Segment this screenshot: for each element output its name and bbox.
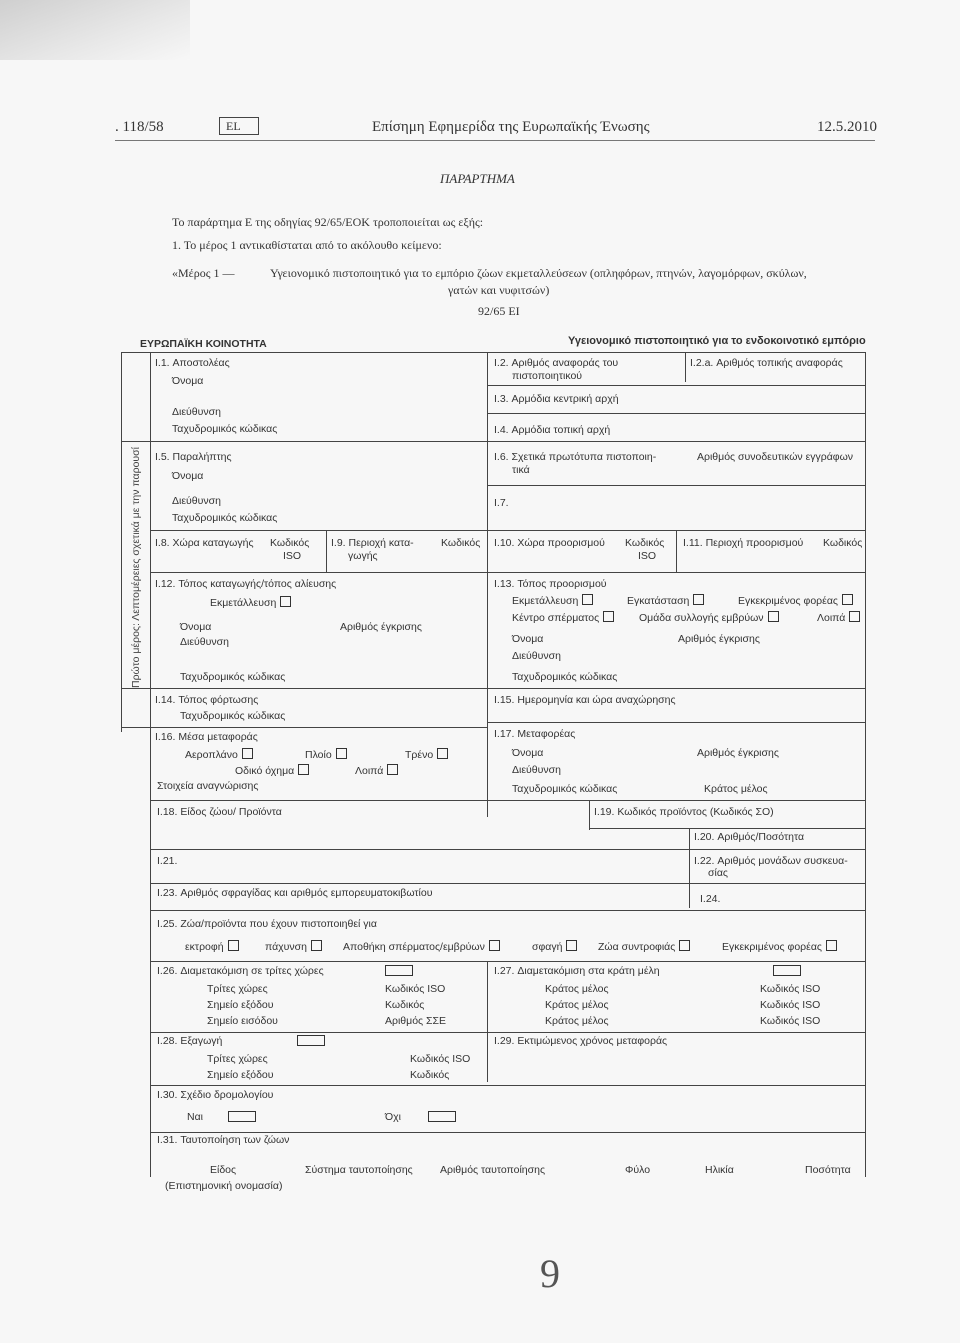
export-box[interactable] [297, 1035, 325, 1046]
field-I31-label: I.31. Ταυτοποίηση των ζώων [157, 1134, 290, 1146]
transit-exit-code: Κωδικός [385, 999, 425, 1011]
field-I1-label: I.1. Αποστολέας [155, 357, 230, 369]
field-I29-label: I.29. Εκτιμώμενος χρόνος μεταφοράς [494, 1035, 668, 1047]
row-divider [589, 828, 865, 829]
col-species: Είδος [210, 1164, 237, 1176]
holding-checkbox[interactable] [280, 596, 291, 607]
ship-checkbox[interactable] [336, 748, 347, 759]
pets-checkbox[interactable] [679, 940, 690, 951]
transport-train [405, 748, 448, 761]
field-I9-code: Κωδικός [441, 537, 481, 549]
field-I12-approval: Αριθμός έγκρισης [340, 621, 422, 633]
cell-divider [487, 961, 488, 1037]
annex-title: ΠΑΡΑΡΤΗΜΑ [440, 171, 515, 186]
field-I1-name: Όνομα [172, 375, 204, 387]
transport-plane [185, 748, 253, 761]
field-I22-label-2: σίας [708, 867, 728, 879]
member-code-3: Κωδικός ISO [760, 1015, 821, 1027]
purpose-approved-body [722, 940, 837, 953]
purpose-breeding [185, 940, 239, 953]
member-code-1: Κωδικός ISO [760, 983, 821, 995]
embryo-team-checkbox[interactable] [768, 611, 779, 622]
cell-divider [326, 530, 327, 572]
form-code: 92/65 ΕΙ [478, 304, 520, 318]
dest-other-checkbox[interactable] [849, 611, 860, 622]
field-I4-label: I.4. Αρμόδια τοπική αρχή [494, 424, 611, 436]
field-I5-address: Διεύθυνση [172, 495, 221, 507]
other-transport-label: Λοιπά [355, 765, 384, 777]
field-I12-name: Όνομα [180, 621, 212, 633]
member-state-1: Κράτος μέλος [545, 983, 609, 995]
field-I7-label: I.7. [494, 497, 509, 509]
field-I17-approval: Αριθμός έγκρισης [697, 747, 779, 759]
semen-storage-label: Αποθήκη σπέρματος/εμβρύων [343, 941, 485, 953]
row-divider [150, 530, 487, 531]
member-state-2: Κράτος μέλος [545, 999, 609, 1011]
plane-label: Αεροπλάνο [185, 749, 238, 761]
train-label: Τρένο [405, 749, 434, 761]
transport-road [235, 764, 309, 777]
train-checkbox[interactable] [437, 748, 448, 759]
field-I3-label: I.3. Αρμόδια κεντρική αρχή [494, 393, 619, 405]
export-code-iso: Κωδικός ISO [410, 1053, 471, 1065]
export-exit-code: Κωδικός [410, 1069, 450, 1081]
field-I5-name: Όνομα [172, 470, 204, 482]
field-I24-label: I.24. [700, 893, 721, 905]
side-column-border [150, 352, 151, 822]
road-label: Οδικό όχημα [235, 765, 295, 777]
ship-label: Πλοίο [305, 749, 332, 761]
approved-body-checkbox[interactable] [842, 594, 853, 605]
approved-body-label: Εγκεκριμένος φορέας [738, 595, 838, 607]
dest-other-label: Λοιπά [817, 612, 846, 624]
field-I13-label: I.13. Τόπος προορισμού [494, 578, 607, 590]
dest-establishment [627, 594, 704, 607]
slaughter-label: σφαγή [532, 941, 563, 953]
cell-divider [676, 530, 677, 572]
cell-divider [685, 352, 686, 382]
cell-divider [487, 1032, 488, 1082]
purpose-semen-storage [343, 940, 500, 953]
journal-date: 12.5.2010 [817, 119, 877, 135]
cell-divider [689, 828, 690, 908]
field-I17-state: Κράτος μέλος [704, 783, 768, 795]
field-I12-address: Διεύθυνση [180, 636, 229, 648]
route-yes-box[interactable] [228, 1111, 256, 1122]
journal-title: Επίσημη Εφημερίδα της Ευρωπαϊκής Ένωσης [372, 119, 650, 135]
field-I5-postcode: Ταχυδρομικός κώδικας [172, 512, 278, 524]
field-I28-label: I.28. Εξαγωγή [157, 1035, 223, 1047]
road-checkbox[interactable] [298, 764, 309, 775]
col-sex: Φύλο [625, 1164, 651, 1176]
field-I8-iso: ISO [283, 550, 302, 562]
field-I14-label: I.14. Τόπος φόρτωσης [155, 694, 259, 706]
pets-label: Ζώα συντροφιάς [598, 941, 676, 953]
fattening-label: πάχυνση [265, 941, 307, 953]
transit-bip: Αριθμός ΣΣΕ [385, 1015, 447, 1027]
row-divider [150, 800, 865, 801]
field-I13-address: Διεύθυνση [512, 650, 561, 662]
field-I16-ident: Στοιχεία αναγνώρισης [157, 780, 259, 792]
route-no-box[interactable] [428, 1111, 456, 1122]
form-left-border [121, 352, 122, 732]
form-top-border [121, 352, 866, 353]
field-I6-label-2: τικά [512, 464, 530, 476]
row-divider [150, 849, 865, 850]
intro-line-1: Το παράρτημα Ε της οδηγίας 92/65/ΕΟΚ τροποποιείται ως εξής: [172, 215, 484, 229]
purpose-fattening [265, 940, 322, 953]
field-I10-code: Κωδικός [625, 537, 665, 549]
route-yes-label: Ναι [187, 1111, 203, 1123]
row-divider [150, 1085, 865, 1086]
row-divider [150, 883, 865, 884]
dest-holding [512, 594, 593, 607]
semen-storage-checkbox[interactable] [489, 940, 500, 951]
field-I2-label-2: πιστοποιητικού [512, 370, 583, 382]
dest-holding-checkbox[interactable] [582, 594, 593, 605]
col-age: Ηλικία [705, 1164, 734, 1176]
field-I1-address: Διεύθυνση [172, 406, 221, 418]
field-I13-name: Όνομα [512, 633, 544, 645]
field-I6-docs: Αριθμός συνοδευτικών εγγράφων [697, 451, 854, 463]
field-I9-label: I.9. Περιοχή κατα- [331, 537, 414, 549]
field-I25-label: I.25. Ζώα/προϊόντα που έχουν πιστοποιηθεί για [157, 918, 377, 930]
transport-ship [305, 748, 347, 761]
row-divider [487, 413, 865, 414]
field-I17-name: Όνομα [512, 747, 544, 759]
col-id-number: Αριθμός ταυτοποίησης [440, 1164, 546, 1176]
col-id-system: Σύστημα ταυτοποίησης [305, 1164, 413, 1176]
certificate-title: Υγειονομικό πιστοποιητικό για το ενδοκοινοτικό εμπόριο [568, 335, 866, 347]
field-I10-iso: ISO [638, 550, 657, 562]
establishment-checkbox[interactable] [693, 594, 704, 605]
transit-exit: Σημείο εξόδου [207, 999, 274, 1011]
side-label: Πρώτο μέρος: Λεπτομέρειες σχετικά με την παρουσί [130, 447, 142, 688]
part-text-1: Υγειονομικό πιστοποιητικό για το εμπόριο ζώων εκμεταλλεύσεων (οπληφόρων, πτηνών, λαγομόρφων, σκύλων, [270, 266, 807, 280]
field-I21-label: I.21. [157, 855, 178, 867]
lower-left-border [150, 800, 151, 1177]
export-countries: Τρίτες χώρες [207, 1053, 268, 1065]
purpose-pets [598, 940, 690, 953]
form-right-border [865, 352, 866, 1177]
header-rule [115, 140, 875, 141]
purpose-slaughter [532, 940, 577, 953]
field-I19-label: I.19. Κωδικός προϊόντος (Κωδικός ΣΟ) [594, 806, 774, 818]
row-divider [487, 385, 865, 386]
row-divider [121, 688, 487, 689]
field-I2-label: I.2. Αριθμός αναφοράς του [494, 357, 619, 369]
field-I13-postcode: Ταχυδρομικός κώδικας [512, 671, 618, 683]
field-I11-label: I.11. Περιοχή προορισμού [683, 537, 804, 549]
dest-semen-centre [512, 611, 614, 624]
field-I1-postcode: Ταχυδρομικός κώδικας [172, 423, 278, 435]
field-I27-label: I.27. Διαμετακόμιση στα κράτη μέλη [494, 965, 660, 977]
member-state-3: Κράτος μέλος [545, 1015, 609, 1027]
row-divider [150, 961, 865, 962]
page-number: . 118/58 [115, 119, 164, 135]
handwritten-mark: 9 [540, 1251, 560, 1296]
dest-embryo-team [639, 611, 779, 624]
establishment-label: Εγκατάσταση [627, 595, 690, 607]
field-I12-postcode: Ταχυδρομικός κώδικας [180, 671, 286, 683]
field-I9-label-2: γωγής [348, 550, 378, 562]
row-divider [487, 722, 865, 723]
field-I5-label: I.5. Παραλήπτης [155, 451, 232, 463]
field-I11-code: Κωδικός [823, 537, 863, 549]
field-I6-label: I.6. Σχετικά πρωτότυπα πιστοποιη- [494, 451, 657, 463]
field-I8-code: Κωδικός [270, 537, 310, 549]
form-mid-border [487, 352, 488, 817]
transit-member-box[interactable] [773, 965, 801, 976]
semen-centre-checkbox[interactable] [603, 611, 614, 622]
transit-entry: Σημείο εισόδου [207, 1015, 278, 1027]
field-I14-postcode: Ταχυδρομικός κώδικας [180, 710, 286, 722]
plane-checkbox[interactable] [242, 748, 253, 759]
semen-centre-label: Κέντρο σπέρματος [512, 612, 600, 624]
purpose-approved-body-checkbox[interactable] [826, 940, 837, 951]
field-I16-label: I.16. Μέσα μεταφοράς [155, 731, 258, 743]
transit-third-countries: Τρίτες χώρες [207, 983, 268, 995]
intro-line-2: 1. Το μέρος 1 αντικαθίσταται από το ακόλουθο κείμενο: [172, 238, 442, 252]
dest-holding-label: Εκμετάλλευση [512, 595, 579, 607]
field-I12-label: I.12. Τόπος καταγωγής/τόπος αλίευσης [155, 578, 337, 590]
field-I17-postcode: Ταχυδρομικός κώδικας [512, 783, 618, 795]
row-divider [487, 485, 865, 486]
field-I18-label: I.18. Είδος ζώου/ Προϊόντα [157, 806, 282, 818]
slaughter-checkbox[interactable] [566, 940, 577, 951]
embryo-team-label: Ομάδα συλλογής εμβρύων [639, 612, 764, 624]
route-no-label: Όχι [385, 1111, 401, 1123]
breeding-checkbox[interactable] [228, 940, 239, 951]
holding-label: Εκμετάλλευση [210, 597, 277, 609]
dest-other [817, 611, 860, 624]
row-divider [487, 688, 865, 689]
row-divider [121, 727, 487, 728]
community-label: ΕΥΡΩΠΑΪΚΗ ΚΟΙΝΟΤΗΤΑ [140, 338, 267, 350]
part-label: «Μέρος 1 — [172, 266, 235, 280]
field-I17-address: Διεύθυνση [512, 764, 561, 776]
col-quantity: Ποσότητα [805, 1164, 851, 1176]
part-text-2: γατών και νυφιτσών) [448, 283, 550, 297]
field-I10-label: I.10. Χώρα προορισμού [494, 537, 605, 549]
row-divider [150, 1032, 865, 1033]
field-I15-label: I.15. Ημερομηνία και ώρα αναχώρησης [494, 694, 676, 706]
dest-approved-body [738, 594, 853, 607]
language-tag: EL [219, 117, 259, 135]
field-I30-label: I.30. Σχέδιο δρομολογίου [157, 1089, 274, 1101]
export-exit: Σημείο εξόδου [207, 1069, 274, 1081]
breeding-label: εκτροφή [185, 941, 224, 953]
field-I2a-label: I.2.a. Αριθμός τοπικής αναφοράς [690, 357, 843, 369]
field-I22-label: I.22. Αριθμός μονάδων συσκευα- [694, 855, 848, 867]
transit-third-box[interactable] [385, 965, 413, 976]
other-transport-checkbox[interactable] [387, 764, 398, 775]
field-I20-label: I.20. Αριθμός/Ποσότητα [694, 831, 805, 843]
transport-other [355, 764, 398, 777]
cell-divider [589, 800, 590, 830]
row-divider [487, 441, 865, 442]
row-divider [121, 441, 487, 442]
col-species-sub: (Επιστημονική ονομασία) [165, 1180, 283, 1192]
row-divider [150, 1132, 865, 1133]
purpose-approved-body-label: Εγκεκριμένος φορέας [722, 941, 822, 953]
transit-third-code: Κωδικός ISO [385, 983, 446, 995]
row-divider [150, 572, 487, 573]
field-I13-approval: Αριθμός έγκρισης [678, 633, 760, 645]
fattening-checkbox[interactable] [311, 940, 322, 951]
field-I8-label: I.8. Χώρα καταγωγής [155, 537, 254, 549]
row-divider [150, 910, 865, 911]
field-I17-label: I.17. Μεταφορέας [494, 728, 576, 740]
member-code-2: Κωδικός ISO [760, 999, 821, 1011]
field-I12-holding [210, 596, 291, 609]
row-divider [487, 572, 865, 573]
field-I26-label: I.26. Διαμετακόμιση σε τρίτες χώρες [157, 965, 324, 977]
field-I23-label: I.23. Αριθμός σφραγίδας και αριθμός εμπορευματοκιβωτίου [157, 887, 433, 899]
scan-shadow [0, 0, 190, 60]
